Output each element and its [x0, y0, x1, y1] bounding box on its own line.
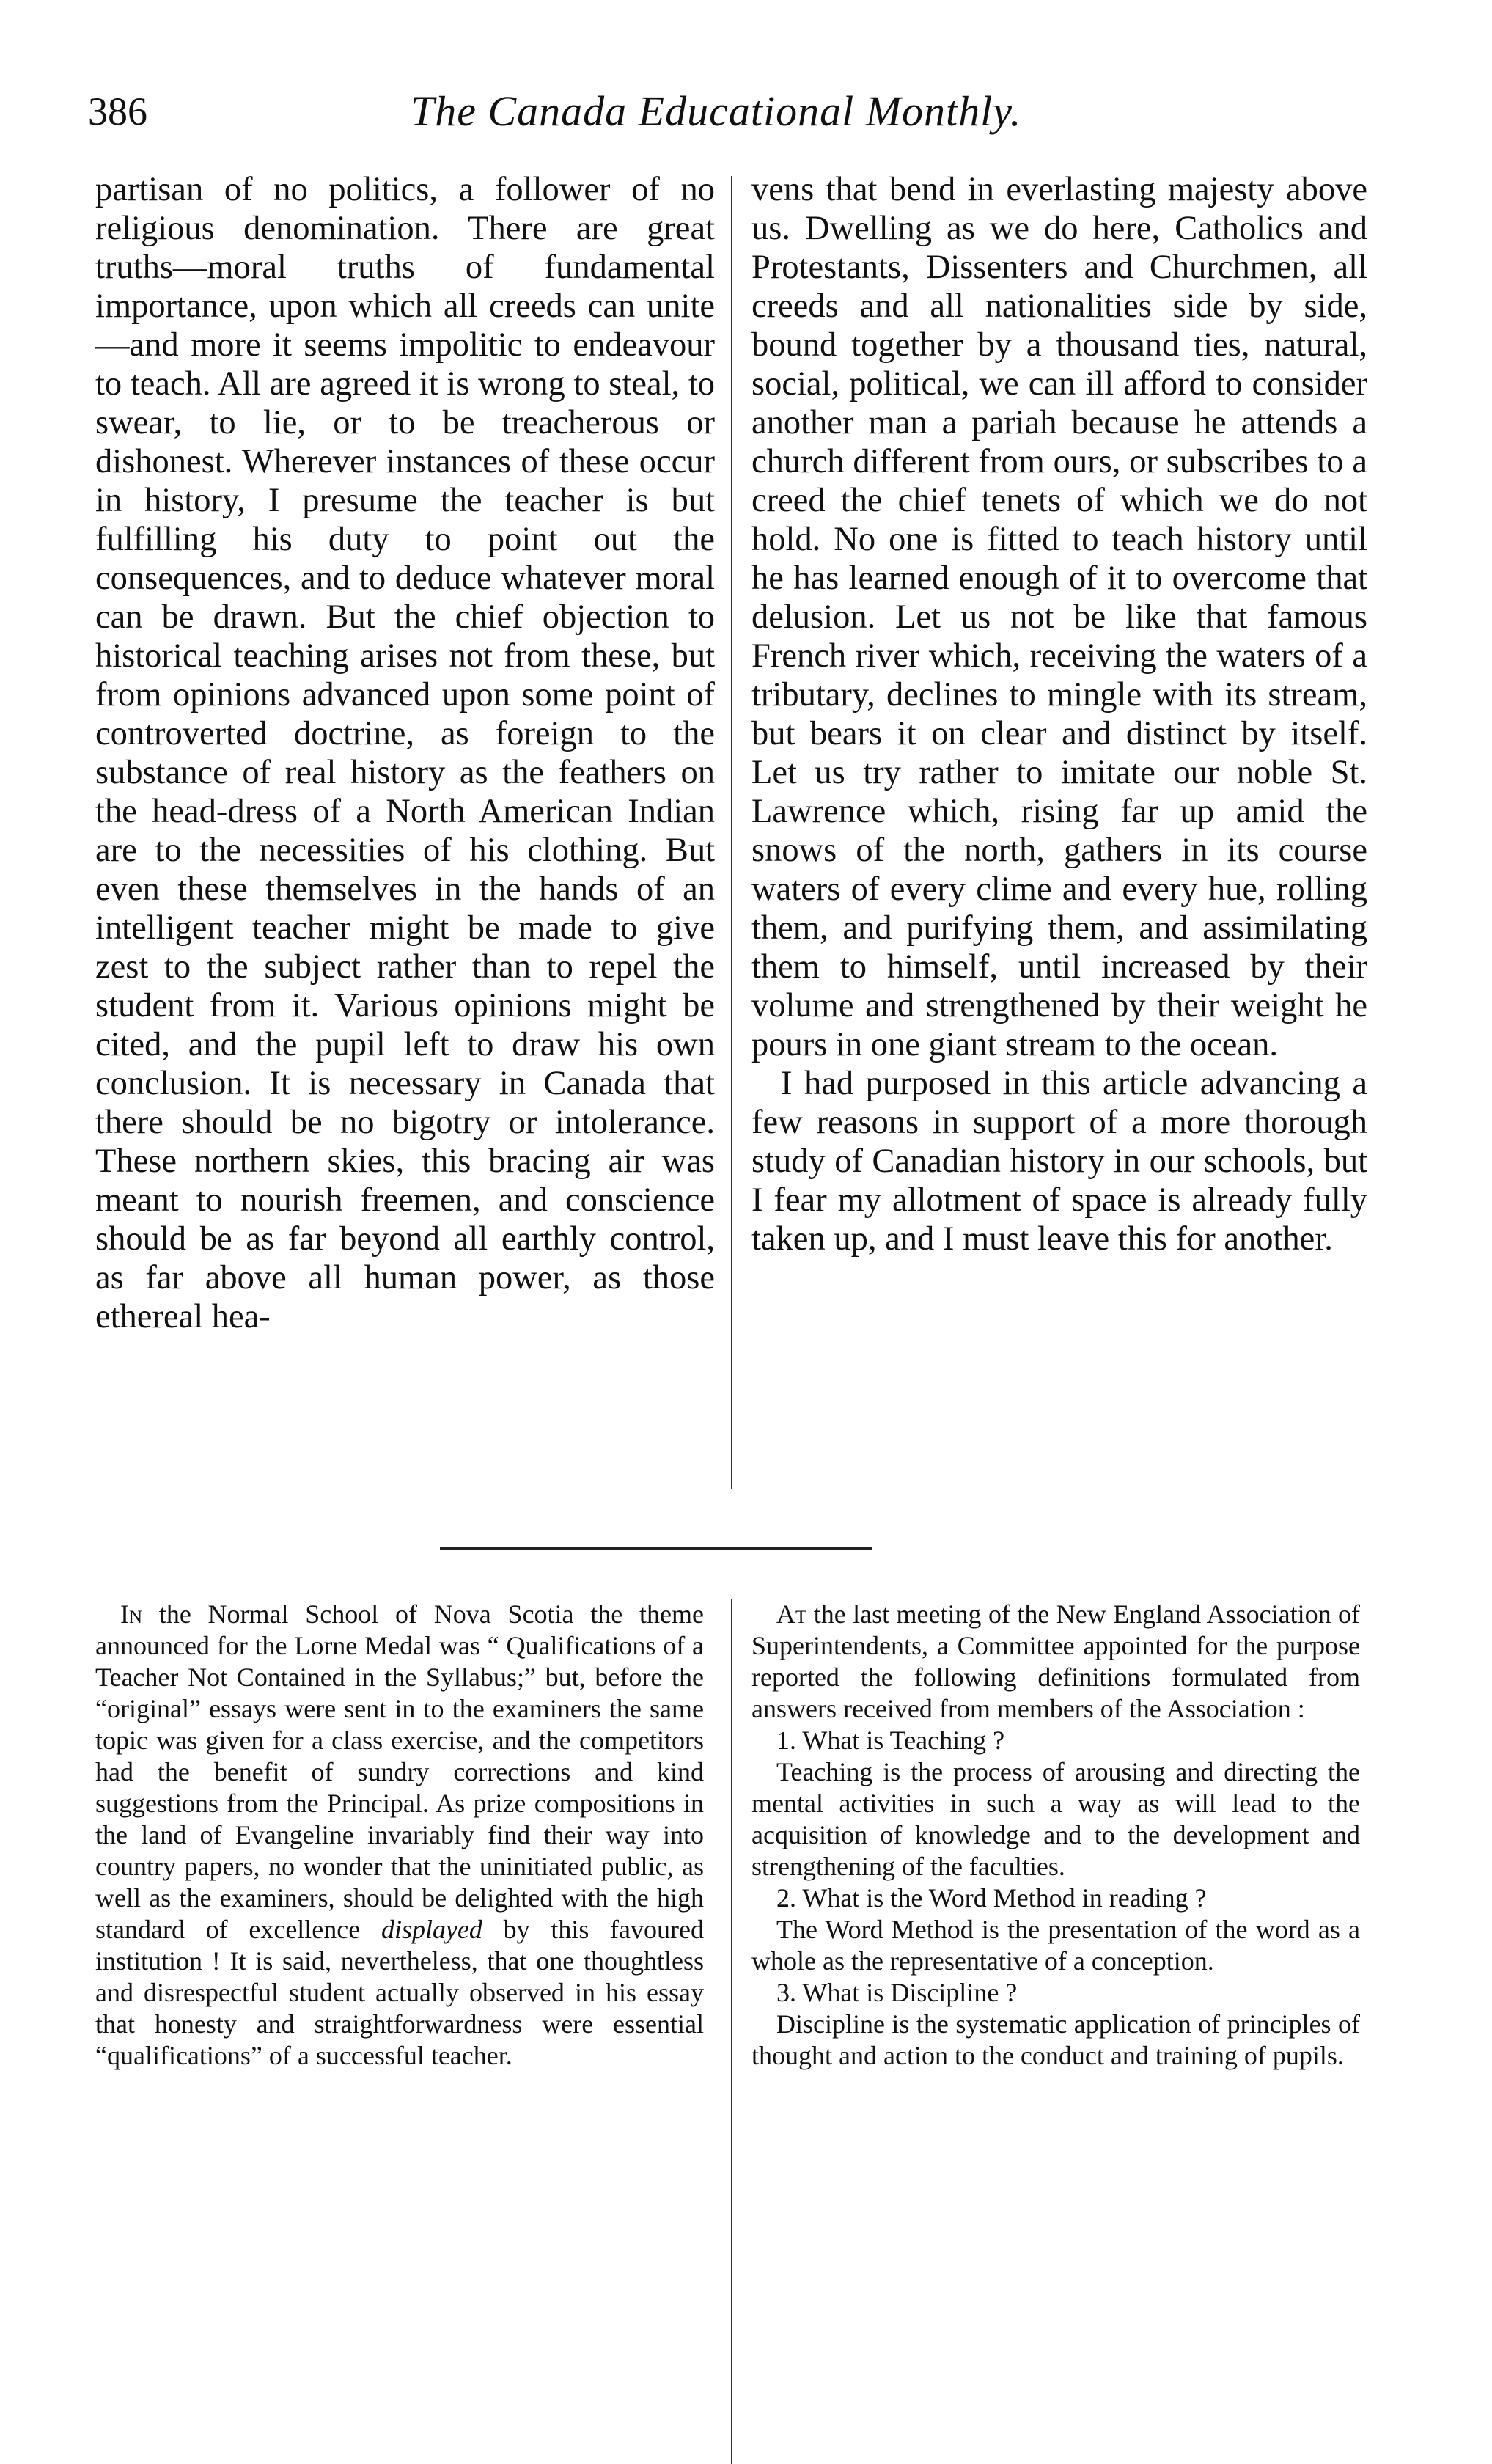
note-normal-school-text-1: the Normal School of Nova Scotia the theme announced for the Lorne Medal was “ Qualifications of a Teacher Not Contained in the Syllabus;” but, before the “original” essays were sent in to the examiners the same topic was given for a class exercise, and the competitors had the benefit of sundry corrections and kind suggestions from the Principal. As prize compositions in the land of Evangeline invariably find their way into country papers, no wonder that the uninitiated public, as well as the examiners, should be delighted with the high standard of excellence — [95, 1599, 704, 1944]
article-column-right — [751, 170, 1367, 1258]
note-normal-school-lead: In — [120, 1599, 143, 1629]
note-definitions-intro — [751, 1599, 1360, 1725]
note-normal-school-emphasis: displayed — [381, 1915, 482, 1944]
definition-question-1: 1. What is Teaching ? — [776, 1726, 1005, 1755]
section-separator-rule — [440, 1547, 872, 1550]
column-divider-bottom — [731, 1599, 732, 2464]
note-definitions — [751, 1599, 1360, 2072]
running-title: The Canada Educational Monthly. — [411, 87, 1022, 135]
article-paragraph-closing: I had purposed in this article advancing a few reasons in support of a more thorough study of Canadian history in our schools, but I fear my allotment of space is already fully taken up, and I must leave this for another. — [751, 1065, 1367, 1258]
note-normal-school-paragraph — [95, 1599, 704, 2072]
definition-answer-2: The Word Method is the presentation of the word as a whole as the representative of a conception. — [751, 1915, 1360, 1976]
page-header — [88, 82, 1422, 141]
definition-answer-3: Discipline is the systematic application of principles of thought and action to the conduct and training of pupils. — [751, 2009, 1360, 2070]
definition-answer-1: Teaching is the process of arousing and directing the mental activities in such a way as will lead to the acquisition of knowledge and to the development and strengthening of the faculties. — [751, 1757, 1360, 1881]
note-normal-school — [95, 1599, 704, 2072]
column-divider-top — [731, 176, 732, 1489]
definition-question-3: 3. What is Discipline ? — [776, 1978, 1018, 2007]
article-paragraph-left: partisan of no politics, a follower of no religious denomination. There are great truths—moral truths of fundamental importance, upon which all creeds can unite—and more it seems impolitic to endeavour to teach. All are agreed it is wrong to steal, to swear, to lie, or to be treacherous or dishonest. Wherever instances of these occur in history, I presume the teacher is but fulfilling his duty to point out the consequences, and to deduce whatever moral can be drawn. But the chief objection to historical teaching arises not from these, but from opinions advanced upon some point of controverted doctrine, as foreign to the substance of real history as the feathers on the head-dress of a North American Indian are to the necessities of his clothing. But even these themselves in the hands of an intelligent teacher might be made to give zest to the subject rather than to repel the student from it. Various opinions might be cited, and the pupil left to draw his own conclusion. It is necessary in Canada that there should be no bigotry or intolerance. These northern skies, this bracing air was meant to nourish freemen, and conscience should be as far beyond all earthly control, as far above all human power, as those ethereal hea- — [95, 171, 715, 1335]
note-definitions-intro-text: the last meeting of the New England Association of Superintendents, a Committee appointed for the purpose reported the following definitions formulated from answers received from members of the Association : — [751, 1599, 1360, 1723]
note-normal-school-text-2: by this favoured institution ! It is said, nevertheless, that one thoughtless and disrespectful student actually observed in his essay that honesty and straightforwardness were essential “qualifications” of a successful teacher. — [95, 1915, 704, 2070]
page-number: 386 — [88, 89, 147, 133]
note-definitions-lead: At — [776, 1599, 807, 1629]
article-column-left — [95, 170, 715, 1336]
definition-question-2: 2. What is the Word Method in reading ? — [776, 1883, 1207, 1913]
article-paragraph-continued: vens that bend in everlasting majesty above us. Dwelling as we do here, Catholics and Protestants, Dissenters and Churchmen, all creeds and all nationalities side by side, bound together by a thousand ties, natural, social, political, we can ill afford to consider another man a pariah because he attends a church different from ours, or subscribes to a creed the chief tenets of which we do not hold. No one is fitted to teach history until he has learned enough of it to overcome that delusion. Let us not be like that famous French river which, receiving the waters of a tributary, declines to mingle with its stream, but bears it on clear and distinct by itself. Let us try rather to imitate our noble St. Lawrence which, rising far up amid the snows of the north, gathers in its course waters of every clime and every hue, rolling them, and purifying them, and assimilating them to himself, until increased by their volume and strengthened by their weight he pours in one giant stream to the ocean. — [751, 171, 1367, 1063]
